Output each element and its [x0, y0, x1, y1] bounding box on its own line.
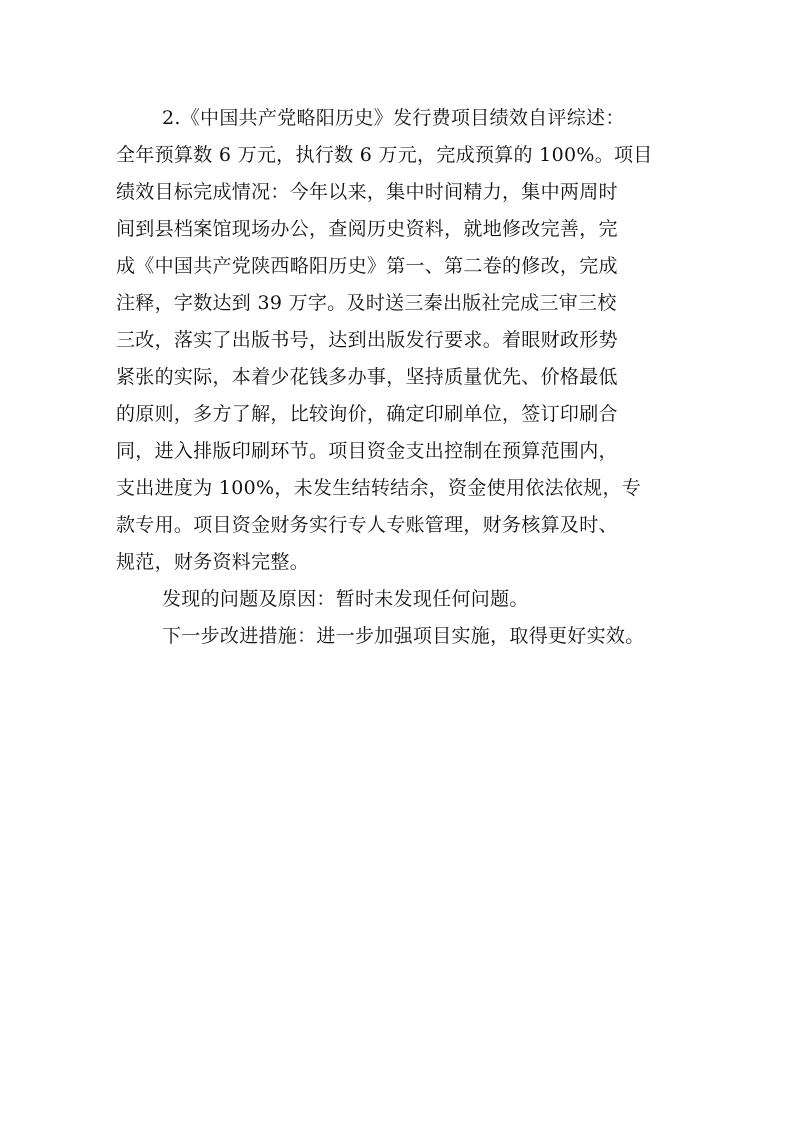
paragraph-line: 间到县档案馆现场办公，查阅历史资料，就地修改完善，完	[116, 218, 618, 240]
paragraph-line: 同，进入排版印刷环节。项目资金支出控制在预算范围内，	[116, 440, 618, 462]
paragraph-line: 2.《中国共产党略阳历史》发行费项目绩效自评综述：	[162, 107, 625, 129]
improvement-paragraph: 下一步改进措施：进一步加强项目实施，取得更好实效。	[162, 625, 645, 647]
performance-summary-paragraph	[116, 100, 684, 581]
paragraph-line: 绩效目标完成情况：今年以来，集中时间精力，集中两周时	[116, 181, 618, 203]
paragraph-line: 紧张的实际，本着少花钱多办事，坚持质量优先、价格最低	[116, 366, 618, 388]
problems-paragraph: 发现的问题及原因：暂时未发现任何问题。	[162, 588, 529, 610]
paragraph-line: 支出进度为 100%，未发生结转结余，资金使用依法依规，专	[116, 477, 642, 499]
paragraph-line: 规范，财务资料完整。	[116, 551, 310, 573]
paragraph-line: 款专用。项目资金财务实行专人专账管理，财务核算及时、	[116, 514, 618, 536]
paragraph-line: 注释，字数达到 39 万字。及时送三秦出版社完成三审三校	[116, 292, 617, 314]
paragraph-line: 的原则，多方了解，比较询价，确定印刷单位，签订印刷合	[116, 403, 618, 425]
paragraph-line: 三改，落实了出版书号，达到出版发行要求。着眼财政形势	[116, 329, 618, 351]
paragraph-line: 成《中国共产党陕西略阳历史》第一、第二卷的修改，完成	[116, 255, 618, 277]
paragraph-line: 全年预算数 6 万元，执行数 6 万元，完成预算的 100%。项目	[116, 144, 653, 166]
document-body	[116, 100, 684, 655]
